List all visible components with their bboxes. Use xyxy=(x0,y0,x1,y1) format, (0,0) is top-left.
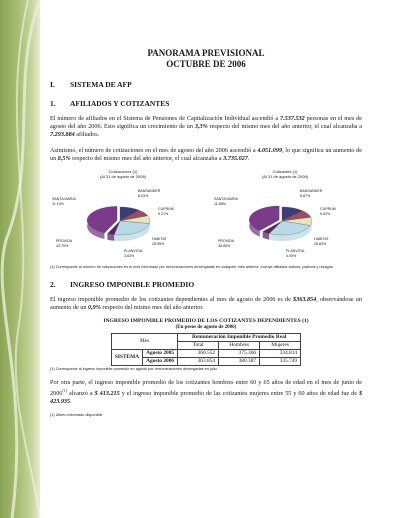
text-run: y el ingreso imponible promedio de las cotizantes mujeres entre 55 y 60 años de edad fue de xyxy=(119,390,359,398)
title-line-1: PANORAMA PREVISIONAL xyxy=(147,48,265,58)
cell-mes: Agosto 2006 xyxy=(143,357,178,365)
slice-label-name: HABITAT xyxy=(314,237,329,242)
slice-label xyxy=(158,207,174,216)
table-header-row xyxy=(111,333,300,341)
text-run: , observándose un aumento de un xyxy=(50,296,362,312)
left-decorative-band xyxy=(0,0,40,518)
section-heading-afiliados xyxy=(50,99,362,108)
chart-title-text: Cotizaciones (1) xyxy=(108,169,138,175)
slice-label-name: CUPRUM xyxy=(320,207,336,212)
slice-label-name: PLANVITAL xyxy=(286,249,306,254)
slice-label xyxy=(152,237,167,246)
value-aumento-ingreso: 0,9% xyxy=(87,304,101,312)
paragraph-ingreso-edad xyxy=(50,379,362,407)
slice-label-value: 3.83% xyxy=(124,253,135,258)
page-footnote: (1) Ultimo informado disponible xyxy=(50,412,103,417)
text-run: respecto del mismo mes del año anterior, el cual alcanzaba a xyxy=(207,123,363,131)
value-cotizaciones-2005: 3.735.027 xyxy=(223,154,248,162)
paragraph-afiliados xyxy=(50,115,362,140)
value-crecimiento: 3,3% xyxy=(194,123,208,131)
slice-label-value: 8.03% xyxy=(138,193,149,198)
section-heading-ingreso xyxy=(50,280,362,289)
slice-label xyxy=(138,189,160,198)
value-ingreso-hombres: $ 413.215 xyxy=(94,390,120,398)
text-run: Asimismo, el número de cotizaciones en el mes de agosto del año 2006 ascendió a xyxy=(50,146,258,154)
band-swirl-decoration xyxy=(0,0,40,518)
slice-label xyxy=(214,197,238,206)
chart-subtitle: (Al 31 de agosto de 2006) xyxy=(261,174,309,180)
section-title: SISTEMA DE AFP xyxy=(70,80,132,89)
row-group-sistema: SISTEMA xyxy=(111,349,142,365)
slice-label xyxy=(52,197,76,206)
header-total: Total xyxy=(178,341,219,349)
slice-label-value: 43.75% xyxy=(56,243,69,248)
slice-label xyxy=(124,249,143,258)
document-page xyxy=(50,48,362,418)
slice-label-value: 9.52% xyxy=(320,211,331,216)
section-number: 2. xyxy=(50,280,56,290)
section-number: I. xyxy=(50,80,55,89)
section-number: 1. xyxy=(50,99,56,108)
slice-label-name: SANTA MARIA xyxy=(52,197,76,202)
slice-label-value: 38.85% xyxy=(218,243,231,248)
slice-label-value: 4.05% xyxy=(286,253,297,258)
slice-label xyxy=(300,189,322,198)
cell-total: 363.854 xyxy=(178,357,219,365)
footnote-marker: (1) xyxy=(62,388,68,394)
slice-label-name: SANTA MARIA xyxy=(214,197,238,202)
section-heading-sistema-afp xyxy=(50,80,362,89)
slice-label-name: PROVIDA xyxy=(56,239,73,244)
header-mujeres: Mujeres xyxy=(260,341,301,349)
cell-hombres: 380.387 xyxy=(219,357,260,365)
section-title: INGRESO IMPONIBLE PROMEDIO xyxy=(70,280,195,290)
pie-svg xyxy=(212,169,362,261)
chart-title-text: Cotizantes (1) xyxy=(272,169,298,175)
table-subcaption: (En pesos de agosto de 2006) xyxy=(175,324,237,330)
slice-label xyxy=(218,239,234,248)
document-title xyxy=(50,48,362,70)
slice-label xyxy=(56,239,72,248)
paragraph-cotizaciones xyxy=(50,147,362,163)
table-caption: INGRESO IMPONIBLE PROMEDIO DE LOS COTIZANTES DEPENDIENTES (1) xyxy=(103,318,309,325)
text-run: El número de afiliados en el Sistema de Pensiones de Capitalización Individual ascendió a xyxy=(50,115,280,122)
slice-label-value: 11.88% xyxy=(214,201,226,206)
chart-footnote: (1) Corresponde al número de cotizaciones en el mes informado por remuneraciones devengadas en cualquier mes anterior, incluye afiliados activos, pasivos y rezagos. xyxy=(50,265,334,270)
paragraph-ingreso xyxy=(50,296,362,312)
pie-chart-cotizantes xyxy=(212,169,362,261)
slice-label-value: 26.83% xyxy=(314,241,327,246)
text-run: afiliados. xyxy=(74,131,100,139)
text-run: personas en el mes de agosto del año 2006. Esto significa un crecimiento de un xyxy=(50,115,362,131)
slice-label xyxy=(286,249,305,258)
value-afiliados-2006: 7.537.532 xyxy=(280,115,305,122)
slice-label-value: 11.13% xyxy=(52,201,64,206)
value-ingreso-promedio: $363.854 xyxy=(293,296,317,304)
header-hombres: Hombres xyxy=(219,341,260,349)
slice-label-name: BANSANDER xyxy=(300,189,323,194)
slice-label-value: 9.21% xyxy=(158,211,169,216)
value-aumento: 8,5% xyxy=(57,154,71,162)
slice-label-name: PROVIDA xyxy=(218,239,235,244)
slice-label-value: 8.87% xyxy=(300,193,311,198)
value-cotizaciones-2006: 4.051.099 xyxy=(257,146,283,154)
cell-total: 360.552 xyxy=(178,349,219,357)
text-run: Por otra parte, el ingreso imponible promedio de los cotizantes hombres entre 60 y 65 años de edad en el mes de junio de 2006 xyxy=(50,378,362,398)
slice-label-name: PLANVITAL xyxy=(124,249,144,254)
slice-label-name: CUPRUM xyxy=(158,207,174,212)
pie-svg xyxy=(50,169,200,261)
cell-mujeres: 335.749 xyxy=(260,357,301,365)
text-run: , lo que significa un aumento de un xyxy=(50,146,362,162)
text-run: alcanzó a xyxy=(67,390,95,398)
header-group: Remuneración Imponible Promedio Real xyxy=(178,333,301,341)
cell-mujeres: 334.814 xyxy=(260,349,301,357)
slice-label-value: 25.55% xyxy=(152,241,165,246)
title-line-2: OCTUBRE DE 2006 xyxy=(166,59,246,69)
section-title: AFILIADOS Y COTIZANTES xyxy=(70,99,170,108)
table-row xyxy=(111,349,300,357)
text-run: respecto del mismo mes del año anterior. xyxy=(100,304,204,312)
cell-hombres: 375.366 xyxy=(219,349,260,357)
value-afiliados-2005: 7.293.884 xyxy=(50,131,75,139)
header-mes: Mes xyxy=(111,333,177,349)
text-run: El ingreso imponible promedio de los cotizantes dependientes al mes de agosto de 2006 es de xyxy=(50,296,294,304)
text-run: . xyxy=(70,398,72,406)
slice-label-name: HABITAT xyxy=(152,237,167,242)
slice-label-name: BANSANDER xyxy=(138,189,161,194)
chart-subtitle: (Al 31 de agosto de 2006) xyxy=(99,174,147,180)
cell-mes: Agosto 2005 xyxy=(143,349,178,357)
table-footnote: (1) Corresponde al ingreso imponible promedio en agosto por remuneraciones devengadas en julio. xyxy=(50,366,218,371)
text-run: . xyxy=(247,154,250,162)
slice-label xyxy=(314,237,329,246)
slice-label xyxy=(320,207,336,216)
ingreso-table xyxy=(111,333,301,366)
pie-chart-cotizaciones xyxy=(50,169,200,261)
value-ingreso-mujeres: $ 423.935 xyxy=(50,390,363,406)
pie-charts-row xyxy=(50,169,362,261)
text-run: respecto del mismo mes del año anterior, el cual alcanzaba a xyxy=(70,154,224,162)
